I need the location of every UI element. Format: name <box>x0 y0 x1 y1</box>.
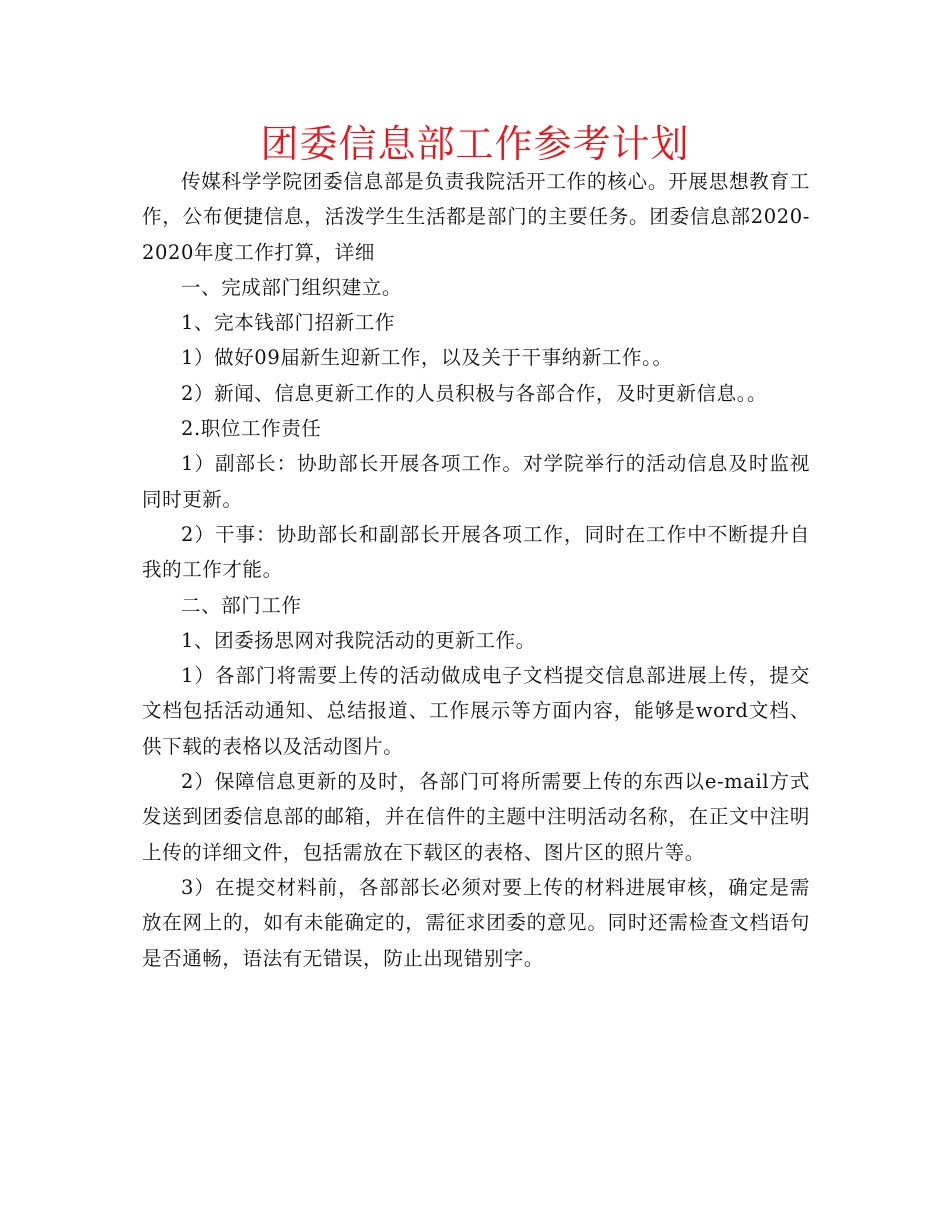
document-body <box>142 164 810 976</box>
list-item: 2）干事：协助部长和副部长开展各项工作，同时在工作中不断提升自我的工作才能。 <box>142 522 810 582</box>
intro-paragraph: 传媒科学学院团委信息部是负责我院活开工作的核心。开展思想教育工作，公布便捷信息，活泼学生生活都是部门的主要任务。团委信息部2020-2020年度工作打算，详细 <box>142 170 810 264</box>
document-title: 团委信息部工作参考计划 <box>260 122 690 166</box>
list-item: 1）做好09届新生迎新工作，以及关于干事纳新工作。。 <box>181 346 673 370</box>
list-item: 1）副部长：协助部长开展各项工作。对学院举行的活动信息及时监视同时更新。 <box>142 452 810 511</box>
list-item: 2）新闻、信息更新工作的人员积极与各部合作，及时更新信息。。 <box>181 381 768 405</box>
list-item: 3）在提交材料前，各部部长必须对要上传的材料进展审核，确定是需放在网上的，如有未能确定的，需征求团委的意见。同时还需检查文档语句是否通畅，语法有无错误，防止出现错别字。 <box>142 875 810 970</box>
list-item: 2）保障信息更新的及时，各部门可将所需要上传的东西以e-mail方式发送到团委信息部的邮箱，并在信件的主题中注明活动名称，在正文中注明上传的详细文件，包括需放在下载区的表格、图片区的照片等。 <box>142 770 810 864</box>
section-heading-2: 二、部门工作 <box>181 593 302 617</box>
subsection-heading-1-2: 2.职位工作责任 <box>181 417 322 441</box>
subsection-heading-2-1: 1、团委扬思网对我院活动的更新工作。 <box>181 628 536 652</box>
subsection-heading-1-1: 1、完本钱部门招新工作 <box>181 311 396 335</box>
list-item: 1）各部门将需要上传的活动做成电子文档提交信息部进展上传，提交文档包括活动通知、总结报道、工作展示等方面内容，能够是word文档、供下载的表格以及活动图片。 <box>142 664 810 758</box>
section-heading-1: 一、完成部门组织建立。 <box>181 275 403 299</box>
